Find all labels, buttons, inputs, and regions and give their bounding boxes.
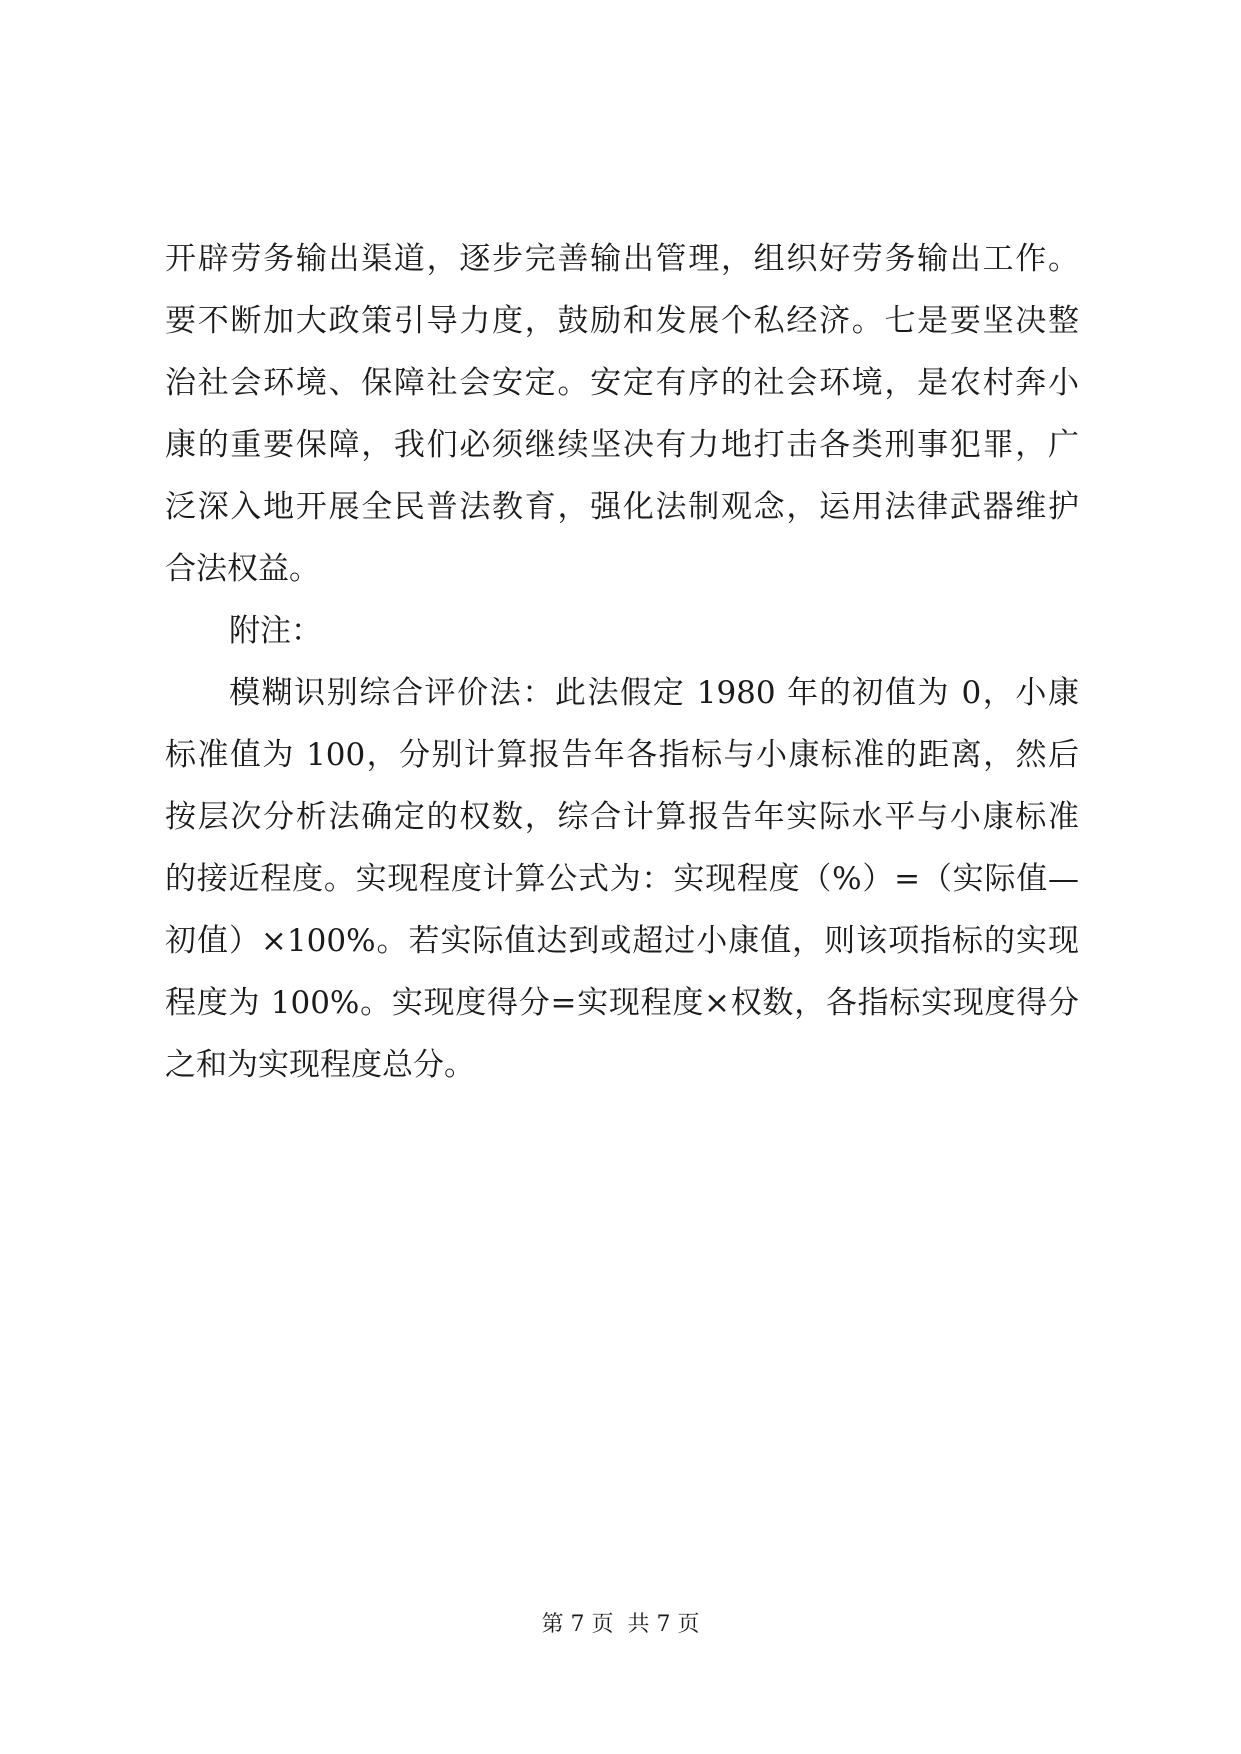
paragraph-line: 按层次分析法确定的权数，综合计算报告年实际水平与小康标准 bbox=[165, 799, 1079, 835]
paragraph-line: 要不断加大政策引导力度，鼓励和发展个私经济。七是要坚决整 bbox=[165, 303, 1079, 339]
paragraph-line: 之和为实现程度总分。 bbox=[165, 1047, 475, 1083]
note-label: 附注： bbox=[229, 613, 322, 649]
page-footer bbox=[0, 1610, 1241, 1640]
paragraph-line: 合法权益。 bbox=[165, 551, 320, 587]
paragraph-line: 模糊识别综合评价法：此法假定 1980 年的初值为 0，小康 bbox=[229, 675, 1079, 711]
paragraph-line: 的接近程度。实现程度计算公式为：实现程度（%）=（实际值— bbox=[165, 861, 1079, 897]
page-total: 共 7 页 bbox=[627, 1612, 700, 1637]
paragraph-line: 治社会环境、保障社会安定。安定有序的社会环境，是农村奔小 bbox=[165, 365, 1079, 401]
page-number: 第 7 页 bbox=[541, 1612, 614, 1637]
paragraph-line: 开辟劳务输出渠道，逐步完善输出管理，组织好劳务输出工作。 bbox=[165, 241, 1079, 277]
document-body bbox=[165, 228, 1079, 1096]
paragraph-line: 程度为 100%。实现度得分=实现程度×权数，各指标实现度得分 bbox=[165, 985, 1079, 1021]
paragraph-line: 标准值为 100，分别计算报告年各指标与小康标准的距离，然后 bbox=[165, 737, 1079, 773]
paragraph-line: 初值）×100%。若实际值达到或超过小康值，则该项指标的实现 bbox=[165, 923, 1079, 959]
paragraph-line: 泛深入地开展全民普法教育，强化法制观念，运用法律武器维护 bbox=[165, 489, 1079, 525]
paragraph-line: 康的重要保障，我们必须继续坚决有力地打击各类刑事犯罪，广 bbox=[165, 427, 1079, 463]
